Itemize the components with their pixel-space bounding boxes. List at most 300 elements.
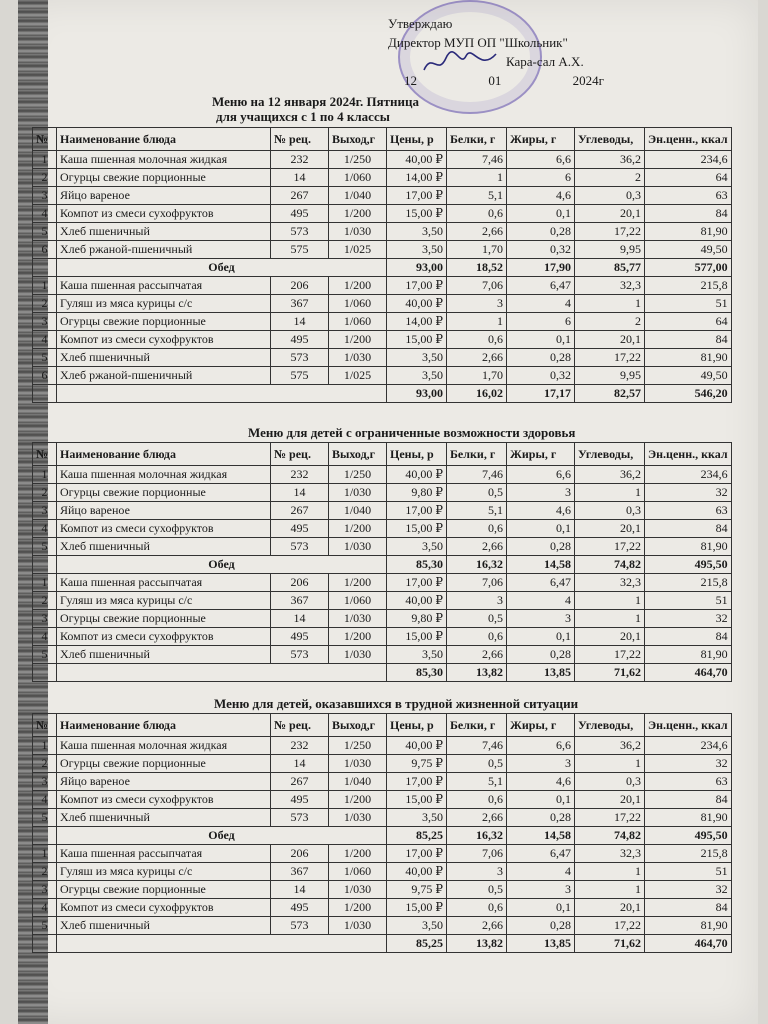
table-cell: 40,00 ₽ <box>387 295 447 313</box>
table-row <box>33 349 732 367</box>
table-cell: 17,22 <box>575 646 645 664</box>
table-cell: Гуляш из мяса курицы с/с <box>57 592 271 610</box>
table-cell: 14 <box>271 169 329 187</box>
table-cell: 1/060 <box>329 863 387 881</box>
total-row <box>33 259 732 277</box>
table-cell: 40,00 ₽ <box>387 466 447 484</box>
total-label <box>57 385 387 403</box>
table-cell: 81,90 <box>645 809 732 827</box>
table-cell: 1 <box>575 592 645 610</box>
table-cell: 575 <box>271 367 329 385</box>
table-cell: 234,6 <box>645 466 732 484</box>
table-cell: 495 <box>271 331 329 349</box>
table-cell: 40,00 ₽ <box>387 863 447 881</box>
table-cell: 17,22 <box>575 223 645 241</box>
table-cell: 14 <box>271 313 329 331</box>
total-row <box>33 827 732 845</box>
table-cell: 3 <box>33 881 57 899</box>
table-cell: 40,00 ₽ <box>387 737 447 755</box>
table-header-row <box>33 714 732 737</box>
table-cell: 51 <box>645 863 732 881</box>
table-cell: 267 <box>271 502 329 520</box>
total-cell: 74,82 <box>575 556 645 574</box>
column-header: Цены, р <box>387 128 447 151</box>
table-row <box>33 737 732 755</box>
table-cell: 15,00 ₽ <box>387 331 447 349</box>
table-cell: 7,46 <box>447 151 507 169</box>
table-cell: Яйцо вареное <box>57 773 271 791</box>
table-cell: 5 <box>33 646 57 664</box>
table-row <box>33 169 732 187</box>
table-cell: 0,1 <box>507 520 575 538</box>
table-cell: 3,50 <box>387 809 447 827</box>
table-cell: 9,95 <box>575 367 645 385</box>
table-cell: 2 <box>33 863 57 881</box>
table-cell: 573 <box>271 809 329 827</box>
approval-line-3: Кара-сал А.Х. <box>506 54 584 69</box>
table-cell: 4 <box>507 295 575 313</box>
table-cell: 3 <box>447 863 507 881</box>
table-cell: Яйцо вареное <box>57 187 271 205</box>
table-cell: 14 <box>271 755 329 773</box>
table-cell: 206 <box>271 277 329 295</box>
table-cell: 15,00 ₽ <box>387 205 447 223</box>
table-cell: 1/030 <box>329 610 387 628</box>
table-cell: Каша пшенная молочная жидкая <box>57 151 271 169</box>
section-3-caption: Меню для детей, оказавшихся в трудной жизненной ситуации <box>214 696 579 711</box>
table-cell: 1/200 <box>329 791 387 809</box>
table-cell: 14 <box>271 484 329 502</box>
table-cell: 2 <box>33 169 57 187</box>
table-cell: 1 <box>447 169 507 187</box>
table-cell: 3,50 <box>387 367 447 385</box>
table-row <box>33 520 732 538</box>
approval-block <box>388 14 618 90</box>
table-cell: 4 <box>33 520 57 538</box>
table-cell: 81,90 <box>645 223 732 241</box>
table-cell: 1 <box>33 466 57 484</box>
table-cell: 495 <box>271 899 329 917</box>
table-cell: Гуляш из мяса курицы с/с <box>57 295 271 313</box>
table-cell: 2 <box>575 169 645 187</box>
table-cell: 81,90 <box>645 646 732 664</box>
menu-table-section-1 <box>32 127 732 403</box>
table-cell: Каша пшенная молочная жидкая <box>57 737 271 755</box>
table-row <box>33 917 732 935</box>
table-cell: 81,90 <box>645 538 732 556</box>
table-cell: 2,66 <box>447 349 507 367</box>
table-cell: Каша пшенная молочная жидкая <box>57 466 271 484</box>
table-cell: Каша пшенная рассыпчатая <box>57 277 271 295</box>
table-cell: 49,50 <box>645 241 732 259</box>
table-cell: 495 <box>271 520 329 538</box>
table-cell: 32,3 <box>575 574 645 592</box>
table-cell: 4 <box>33 331 57 349</box>
column-header: № рец. <box>271 714 329 737</box>
total-cell: 16,02 <box>447 385 507 403</box>
table-cell: 1/060 <box>329 295 387 313</box>
table-cell: Яйцо вареное <box>57 502 271 520</box>
table-cell: 9,80 ₽ <box>387 610 447 628</box>
table-cell: 1 <box>575 863 645 881</box>
table-cell: 15,00 ₽ <box>387 791 447 809</box>
table-cell: 7,06 <box>447 277 507 295</box>
total-cell: 17,90 <box>507 259 575 277</box>
table-cell: 9,75 ₽ <box>387 755 447 773</box>
table-cell: 36,2 <box>575 737 645 755</box>
table-cell <box>33 664 57 682</box>
approval-line-1: Утверждаю <box>388 16 453 31</box>
table-cell: 15,00 ₽ <box>387 628 447 646</box>
table-cell: 367 <box>271 592 329 610</box>
table-cell: 1 <box>575 755 645 773</box>
table-cell: 1/030 <box>329 223 387 241</box>
table-cell: 4 <box>33 205 57 223</box>
table-cell: Хлеб ржаной-пшеничный <box>57 241 271 259</box>
column-header: Эн.ценн., ккал <box>645 714 732 737</box>
table-row <box>33 592 732 610</box>
table-cell: 2 <box>575 313 645 331</box>
total-cell: 82,57 <box>575 385 645 403</box>
total-cell: 14,58 <box>507 827 575 845</box>
table-cell: 367 <box>271 863 329 881</box>
table-cell: 32 <box>645 755 732 773</box>
table-cell: 267 <box>271 773 329 791</box>
total-cell: 13,85 <box>507 935 575 953</box>
table-cell: 1 <box>33 151 57 169</box>
table-cell: 1/060 <box>329 592 387 610</box>
column-header: Выход,г <box>329 714 387 737</box>
table-cell: 49,50 <box>645 367 732 385</box>
menu-table-section-3 <box>32 713 732 953</box>
table-cell: 63 <box>645 502 732 520</box>
table-cell: 0,5 <box>447 610 507 628</box>
table-cell: 2 <box>33 295 57 313</box>
table-cell: Хлеб пшеничный <box>57 809 271 827</box>
approval-date-year: 2024г <box>572 73 604 88</box>
table-cell: 6 <box>507 169 575 187</box>
total-label: Обед <box>57 827 387 845</box>
table-cell: Хлеб пшеничный <box>57 646 271 664</box>
table-cell: 3 <box>507 610 575 628</box>
table-row <box>33 277 732 295</box>
total-cell: 85,30 <box>387 664 447 682</box>
table-cell: 0,6 <box>447 520 507 538</box>
menu-table-section-2 <box>32 442 732 682</box>
total-cell: 495,50 <box>645 556 732 574</box>
table-cell: 3,50 <box>387 241 447 259</box>
table-row <box>33 574 732 592</box>
table-row <box>33 313 732 331</box>
table-cell: Компот из смеси сухофруктов <box>57 331 271 349</box>
table-cell: 6 <box>33 241 57 259</box>
table-cell: 7,06 <box>447 574 507 592</box>
table-row <box>33 610 732 628</box>
total-cell: 17,17 <box>507 385 575 403</box>
table-cell: 1/060 <box>329 313 387 331</box>
column-header: Эн.ценн., ккал <box>645 443 732 466</box>
column-header: № <box>33 128 57 151</box>
total-cell: 464,70 <box>645 664 732 682</box>
table-cell: 5,1 <box>447 187 507 205</box>
table-cell: 0,28 <box>507 538 575 556</box>
total-row <box>33 385 732 403</box>
table-cell: 9,80 ₽ <box>387 484 447 502</box>
table-row <box>33 502 732 520</box>
table-cell: Хлеб пшеничный <box>57 538 271 556</box>
table-cell: 1/040 <box>329 773 387 791</box>
column-header: Наименование блюда <box>57 443 271 466</box>
total-cell: 85,25 <box>387 827 447 845</box>
table-cell: 1/200 <box>329 845 387 863</box>
total-label <box>57 935 387 953</box>
table-cell: 17,22 <box>575 349 645 367</box>
total-cell: 85,30 <box>387 556 447 574</box>
column-header: Жиры, г <box>507 443 575 466</box>
menu-title-line-2: для учащихся с 1 по 4 классы <box>216 109 390 124</box>
table-cell: 1/200 <box>329 520 387 538</box>
table-cell <box>33 385 57 403</box>
table-cell: 0,32 <box>507 241 575 259</box>
column-header: Жиры, г <box>507 128 575 151</box>
table-cell: Хлеб пшеничный <box>57 917 271 935</box>
table-cell: 1/040 <box>329 187 387 205</box>
table-row <box>33 187 732 205</box>
table-cell: 215,8 <box>645 845 732 863</box>
table-cell: 0,28 <box>507 917 575 935</box>
table-row <box>33 205 732 223</box>
table-row <box>33 295 732 313</box>
table-cell: 5 <box>33 223 57 241</box>
table-cell: 1/030 <box>329 349 387 367</box>
total-cell: 93,00 <box>387 385 447 403</box>
table-cell: Огурцы свежие порционные <box>57 169 271 187</box>
table-cell: 1/250 <box>329 737 387 755</box>
table-cell: 1/060 <box>329 169 387 187</box>
table-cell: 1 <box>575 295 645 313</box>
table-cell: 0,5 <box>447 755 507 773</box>
column-header: Цены, р <box>387 714 447 737</box>
table-cell: 5 <box>33 809 57 827</box>
table-cell: 2,66 <box>447 917 507 935</box>
table-cell: 9,95 <box>575 241 645 259</box>
table-cell: 1,70 <box>447 241 507 259</box>
table-cell: 0,5 <box>447 881 507 899</box>
table-cell: 1 <box>33 737 57 755</box>
table-cell: Хлеб пшеничный <box>57 223 271 241</box>
table-cell: 0,6 <box>447 331 507 349</box>
table-cell: 32 <box>645 881 732 899</box>
table-row <box>33 484 732 502</box>
table-cell: 64 <box>645 313 732 331</box>
table-cell: 1/250 <box>329 151 387 169</box>
table-cell: 4,6 <box>507 187 575 205</box>
column-header: № <box>33 443 57 466</box>
total-row <box>33 556 732 574</box>
table-cell: Огурцы свежие порционные <box>57 755 271 773</box>
table-cell: 20,1 <box>575 628 645 646</box>
column-header: Цены, р <box>387 443 447 466</box>
table-cell: 6,47 <box>507 277 575 295</box>
total-cell: 495,50 <box>645 827 732 845</box>
column-header: Выход,г <box>329 443 387 466</box>
table-cell: 1/030 <box>329 755 387 773</box>
table-cell: 232 <box>271 466 329 484</box>
table-cell: 6,47 <box>507 574 575 592</box>
menu-title-line-1: Меню на 12 января 2024г. Пятница <box>212 94 420 109</box>
table-cell: 20,1 <box>575 205 645 223</box>
table-cell: 17,00 ₽ <box>387 773 447 791</box>
table-row <box>33 223 732 241</box>
table-cell: 0,3 <box>575 187 645 205</box>
total-row <box>33 664 732 682</box>
table-cell: 17,22 <box>575 917 645 935</box>
table-row <box>33 538 732 556</box>
table-cell: 1 <box>575 881 645 899</box>
column-header: Жиры, г <box>507 714 575 737</box>
table-cell: Компот из смеси сухофруктов <box>57 899 271 917</box>
table-header-row <box>33 443 732 466</box>
table-cell: 0,1 <box>507 791 575 809</box>
total-cell: 18,52 <box>447 259 507 277</box>
table-cell: 573 <box>271 646 329 664</box>
table-cell: Огурцы свежие порционные <box>57 610 271 628</box>
table-cell: 4,6 <box>507 773 575 791</box>
total-cell: 16,32 <box>447 556 507 574</box>
table-cell: 1/025 <box>329 367 387 385</box>
table-cell: 206 <box>271 845 329 863</box>
table-cell: 0,28 <box>507 646 575 664</box>
table-cell: 7,46 <box>447 466 507 484</box>
table-cell: 3,50 <box>387 223 447 241</box>
table-cell: 0,1 <box>507 205 575 223</box>
table-cell: 15,00 ₽ <box>387 520 447 538</box>
table-cell: 232 <box>271 737 329 755</box>
table-cell: 1 <box>447 313 507 331</box>
table-cell: 3 <box>507 484 575 502</box>
table-cell: Хлеб ржаной-пшеничный <box>57 367 271 385</box>
table-row <box>33 628 732 646</box>
table-cell: 14,00 ₽ <box>387 313 447 331</box>
table-cell: 32 <box>645 610 732 628</box>
table-row <box>33 755 732 773</box>
total-cell: 71,62 <box>575 664 645 682</box>
table-cell: 84 <box>645 205 732 223</box>
table-cell: 575 <box>271 241 329 259</box>
table-cell: 7,46 <box>447 737 507 755</box>
total-cell: 74,82 <box>575 827 645 845</box>
total-cell: 464,70 <box>645 935 732 953</box>
table-cell: 40,00 ₽ <box>387 151 447 169</box>
table-row <box>33 863 732 881</box>
table-cell: Хлеб пшеничный <box>57 349 271 367</box>
table-cell: 17,00 ₽ <box>387 187 447 205</box>
table-cell: 1/040 <box>329 502 387 520</box>
menu-title <box>212 94 419 124</box>
table-cell: 40,00 ₽ <box>387 592 447 610</box>
total-row <box>33 935 732 953</box>
table-cell: 0,6 <box>447 628 507 646</box>
table-cell: 495 <box>271 791 329 809</box>
table-cell: 17,00 ₽ <box>387 845 447 863</box>
table-cell: 573 <box>271 917 329 935</box>
table-cell: 36,2 <box>575 151 645 169</box>
table-cell: 5,1 <box>447 773 507 791</box>
total-label <box>57 664 387 682</box>
table-cell: 3,50 <box>387 349 447 367</box>
table-cell: 20,1 <box>575 520 645 538</box>
total-cell: 13,85 <box>507 664 575 682</box>
table-cell: 3 <box>33 187 57 205</box>
table-cell: 3 <box>33 610 57 628</box>
total-label: Обед <box>57 259 387 277</box>
table-cell: 0,1 <box>507 628 575 646</box>
total-cell: 93,00 <box>387 259 447 277</box>
table-cell: 267 <box>271 187 329 205</box>
table-cell: 2,66 <box>447 809 507 827</box>
table-cell: 6 <box>507 313 575 331</box>
table-cell: Гуляш из мяса курицы с/с <box>57 863 271 881</box>
total-cell: 85,25 <box>387 935 447 953</box>
total-cell: 13,82 <box>447 935 507 953</box>
table-cell <box>33 935 57 953</box>
table-cell: 573 <box>271 349 329 367</box>
table-row <box>33 466 732 484</box>
table-cell: 573 <box>271 538 329 556</box>
column-header: № <box>33 714 57 737</box>
table-cell: 6,6 <box>507 737 575 755</box>
table-cell: 0,3 <box>575 773 645 791</box>
table-cell: 14,00 ₽ <box>387 169 447 187</box>
table-cell: Огурцы свежие порционные <box>57 313 271 331</box>
table-cell: 1/200 <box>329 205 387 223</box>
table-cell: 0,28 <box>507 809 575 827</box>
column-header: Выход,г <box>329 128 387 151</box>
table-row <box>33 646 732 664</box>
total-cell: 546,20 <box>645 385 732 403</box>
table-cell: 84 <box>645 628 732 646</box>
table-row <box>33 367 732 385</box>
table-cell: 17,22 <box>575 538 645 556</box>
table-cell: 0,32 <box>507 367 575 385</box>
table-row <box>33 773 732 791</box>
table-cell: 4 <box>507 863 575 881</box>
table-cell: Компот из смеси сухофруктов <box>57 520 271 538</box>
table-cell: 1,70 <box>447 367 507 385</box>
table-cell: 1/030 <box>329 484 387 502</box>
table-cell: 15,00 ₽ <box>387 899 447 917</box>
table-cell: 63 <box>645 773 732 791</box>
table-cell: 4 <box>33 628 57 646</box>
table-cell: 5 <box>33 917 57 935</box>
table-cell: Каша пшенная рассыпчатая <box>57 574 271 592</box>
approval-line-2: Директор МУП ОП "Школьник" <box>388 35 568 50</box>
table-cell <box>33 556 57 574</box>
table-cell: 4 <box>507 592 575 610</box>
table-cell: 6 <box>33 367 57 385</box>
table-cell: 1/030 <box>329 809 387 827</box>
table-row <box>33 845 732 863</box>
table-cell: 17,22 <box>575 809 645 827</box>
table-cell: 3 <box>507 755 575 773</box>
column-header: Углеводы, <box>575 443 645 466</box>
column-header: № рец. <box>271 443 329 466</box>
table-cell: 4 <box>33 899 57 917</box>
table-cell: 0,28 <box>507 349 575 367</box>
table-cell: 1 <box>33 845 57 863</box>
table-cell: 1/030 <box>329 881 387 899</box>
column-header: Наименование блюда <box>57 714 271 737</box>
